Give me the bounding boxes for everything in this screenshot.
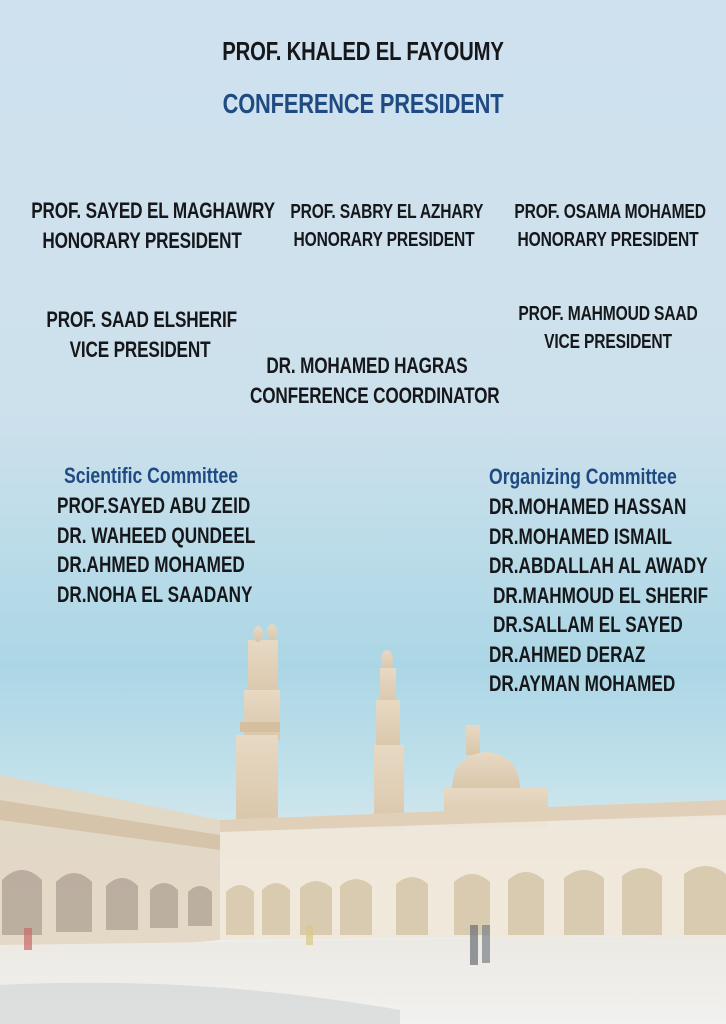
- committee-member: DR.MOHAMED HASSAN: [489, 494, 687, 519]
- honorary-role: HONORARY PRESIDENT: [517, 229, 699, 251]
- honorary-name: PROF. OSAMA MOHAMED: [514, 201, 706, 223]
- honorary-role: HONORARY PRESIDENT: [42, 228, 242, 253]
- president-name: PROF. KHALED EL FAYOUMY: [222, 36, 504, 66]
- committee-member: DR.NOHA EL SAADANY: [57, 581, 253, 607]
- honorary-president-1: [0, 196, 284, 256]
- committee-member: DR.AHMED MOHAMED: [57, 552, 245, 577]
- committee-member: DR.MAHMOUD EL SHERIF: [493, 582, 709, 608]
- vice-role: VICE PRESIDENT: [69, 337, 211, 362]
- committee-member: PROF.SAYED ABU ZEID: [57, 493, 251, 518]
- conference-coordinator: [217, 351, 517, 411]
- minaret-left: [236, 624, 280, 825]
- vice-role: VICE PRESIDENT: [544, 331, 672, 353]
- committee-member: DR.SALLAM EL SAYED: [493, 612, 683, 637]
- vice-name: PROF. SAAD ELSHERIF: [46, 307, 237, 332]
- honorary-name: PROF. SABRY EL AZHARY: [290, 201, 484, 223]
- organizing-committee-title: Organizing Committee: [489, 464, 677, 489]
- president-role: CONFERENCE PRESIDENT: [222, 88, 504, 119]
- committee-member: DR. WAHEED QUNDEEL: [57, 522, 256, 548]
- committee-member: DR.MOHAMED ISMAIL: [489, 523, 673, 549]
- organizing-committee: [489, 462, 726, 699]
- vice-president-2: [488, 300, 726, 356]
- honorary-president-3: [488, 198, 726, 254]
- coordinator-role: CONFERENCE COORDINATOR: [250, 383, 500, 408]
- scientific-committee-title: Scientific Committee: [64, 463, 239, 488]
- minaret-middle: [374, 650, 404, 830]
- scientific-committee: [57, 461, 311, 609]
- vice-name: PROF. MAHMOUD SAAD: [518, 303, 698, 325]
- honorary-president-2: [264, 198, 504, 254]
- coordinator-name: DR. MOHAMED HAGRAS: [266, 353, 468, 378]
- honorary-role: HONORARY PRESIDENT: [293, 229, 475, 251]
- committee-member: DR.ABDALLAH AL AWADY: [489, 553, 708, 578]
- committee-member: DR.AYMAN MOHAMED: [489, 671, 676, 696]
- committee-member: DR.AHMED DERAZ: [489, 641, 646, 667]
- honorary-name: PROF. SAYED EL MAGHAWRY: [31, 198, 275, 223]
